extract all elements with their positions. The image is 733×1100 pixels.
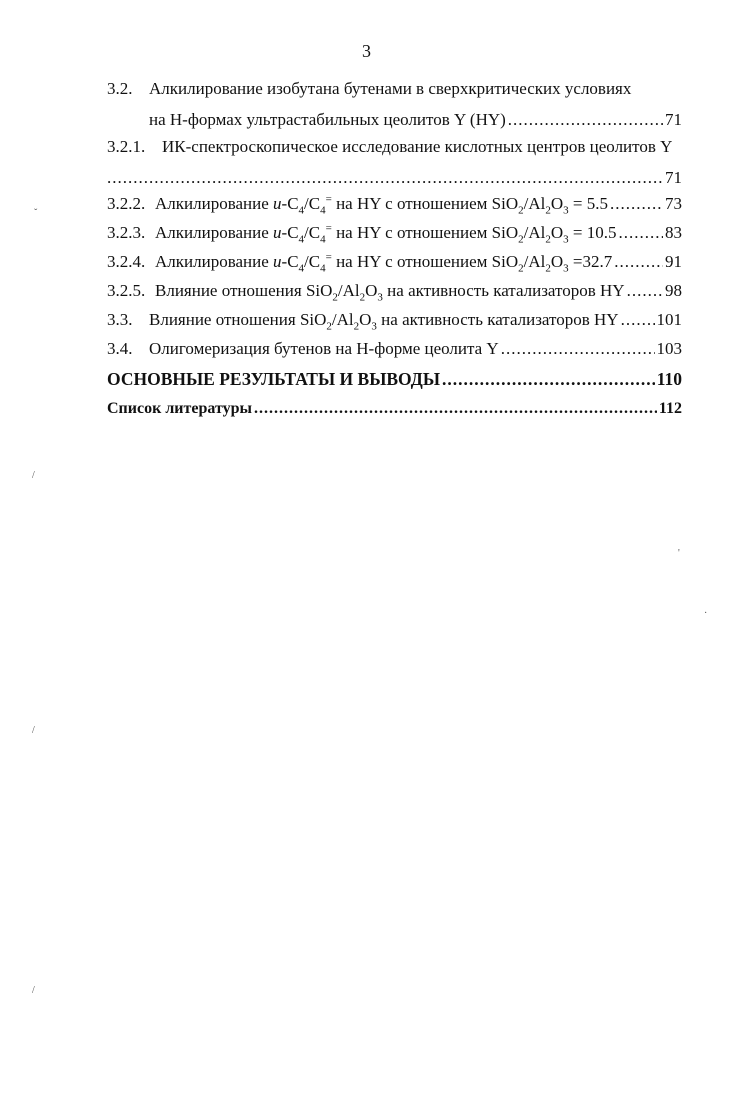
scan-mark: ': [678, 548, 680, 559]
toc-title-part: на HY с отношением: [331, 194, 492, 213]
toc-title-part: на HY с отношением: [331, 252, 492, 271]
toc-title-part: = 10.5: [568, 223, 617, 242]
toc-entry-3-2-1: [107, 136, 682, 189]
toc-title: ОСНОВНЫЕ РЕЗУЛЬТАТЫ И ВЫВОДЫ: [107, 369, 441, 389]
toc-title: Список литературы: [107, 400, 252, 417]
toc-title-continued: на Н-формах ультрастабильных цеолитов Y (HY): [149, 110, 506, 129]
toc-title: Алкилирование изобутана бутенами в сверхкритических условиях: [149, 79, 632, 98]
toc-leader-dots: [610, 193, 663, 215]
toc-number: 3.2.3.: [107, 223, 146, 242]
toc-leader-dots: [107, 167, 663, 189]
scan-mark: ˇ: [34, 208, 38, 219]
toc-entry-3-2-4: 3.2.4. Алкилирование $и-C_4/C_4^=$ на HY с отношением $SiO_2/Al_2O_3 =32.7$ ..... 91: [107, 251, 682, 273]
toc-entry-3-2-2: 3.2.2. Алкилирование $и-C_4/C_4^=$ на HY с отношением $SiO_2/Al_2O_3 = 5.5$ ..... 73: [107, 193, 682, 215]
toc-entry-results: [107, 368, 682, 390]
toc-number: 3.2.5.: [107, 281, 146, 300]
toc-title-part: Алкилирование: [155, 194, 274, 213]
toc-number: 3.2.: [107, 79, 133, 98]
toc-number: 3.2.4.: [107, 252, 146, 271]
toc-title-part: на активность катализаторов HY: [376, 310, 619, 329]
page-number: 3: [362, 41, 371, 61]
toc-page: 71: [665, 168, 682, 187]
toc-entry-3-2: [107, 78, 682, 131]
toc-leader-dots: [508, 109, 663, 131]
toc-title-part: Алкилирование: [155, 252, 274, 271]
toc-entry-3-3: 3.3. Влияние отношения $SiO_2/Al_2O_3$ на активность катализаторов HY ..... 101: [107, 309, 682, 331]
toc-title-part: Влияние отношения: [155, 281, 306, 300]
toc-entry-3-2-3: 3.2.3. Алкилирование $и-C_4/C_4^=$ на HY с отношением $SiO_2/Al_2O_3 = 10.5$ ..... 83: [107, 222, 682, 244]
toc-title-part: на активность катализаторов HY: [382, 281, 625, 300]
scan-mark: /: [32, 985, 35, 996]
toc-page: 91: [665, 252, 682, 271]
toc-leader-dots: [618, 222, 663, 244]
toc-entry-3-4: [107, 338, 682, 360]
toc-title-part: Алкилирование: [155, 223, 274, 242]
toc-leader-dots: [614, 251, 663, 273]
toc-leader-dots: [621, 309, 655, 331]
toc-number: 3.4.: [107, 339, 133, 358]
toc-entry-3-2-5: 3.2.5. Влияние отношения $SiO_2/Al_2O_3$ на активность катализаторов HY ..... 98: [107, 280, 682, 302]
toc-page: 83: [665, 223, 682, 242]
toc-number: 3.2.1.: [107, 137, 146, 156]
scan-mark: /: [32, 725, 35, 736]
toc-page: 71: [665, 110, 682, 129]
toc-page: 98: [665, 281, 682, 300]
toc-title: Олигомеризация бутенов на Н-форме цеолита Y: [149, 339, 499, 358]
toc-page: 73: [665, 194, 682, 213]
toc-title-part: и: [273, 223, 282, 242]
toc-title-part: =32.7: [568, 252, 613, 271]
toc-page: 103: [656, 339, 682, 358]
toc-number: 3.3.: [107, 310, 133, 329]
scan-mark: ·: [704, 608, 708, 619]
toc-page: 112: [658, 400, 682, 417]
toc-entry-bibliography: [107, 398, 682, 420]
toc-title-part: и: [273, 252, 282, 271]
toc-title-part: и: [273, 194, 282, 213]
toc-leader-dots: [627, 280, 663, 302]
toc-leader-dots: [254, 398, 657, 420]
toc-title: ИК-спектроскопическое исследование кислотных центров цеолитов Y: [162, 137, 673, 156]
toc-leader-dots: [442, 368, 655, 390]
toc-title-part: Влияние отношения: [149, 310, 300, 329]
scan-mark: /: [32, 470, 35, 481]
toc-number: 3.2.2.: [107, 194, 146, 213]
toc-page: 110: [656, 369, 682, 389]
toc-leader-dots: [501, 338, 655, 360]
toc-title-part: на HY с отношением: [331, 223, 492, 242]
toc-title-part: = 5.5: [568, 194, 608, 213]
toc-page: 101: [656, 310, 682, 329]
